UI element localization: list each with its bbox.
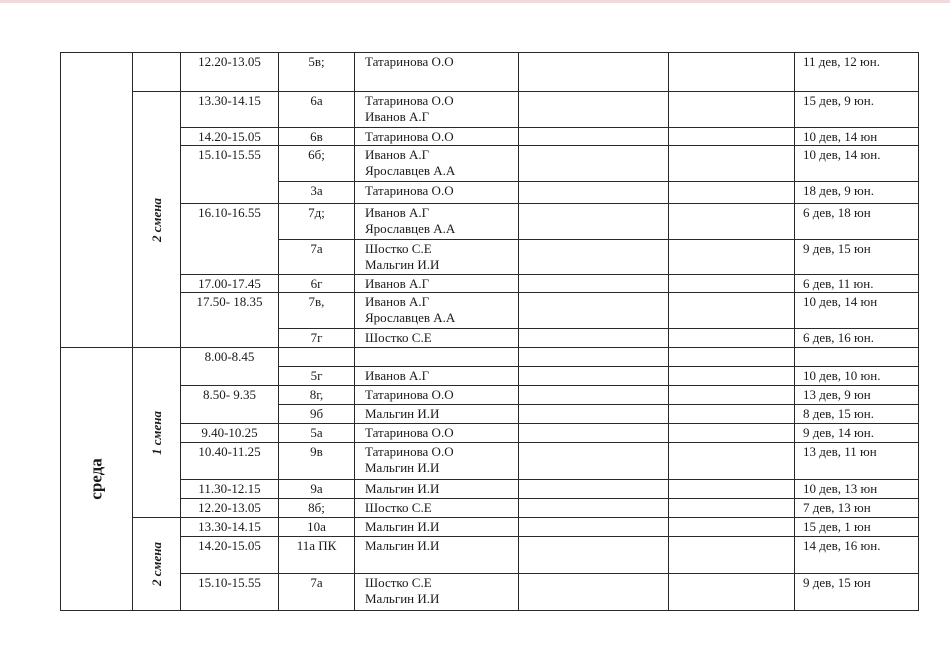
teacher-name: Иванов А.Г [365, 109, 430, 124]
teacher-cell [355, 405, 519, 424]
empty-cell [519, 518, 669, 537]
class-cell: 3а [279, 182, 355, 204]
shift-label: 1 смена [148, 410, 164, 455]
count-cell: 10 дев, 14 юн [795, 293, 919, 329]
teacher-cell [355, 386, 519, 405]
count-cell: 13 дев, 11 юн [795, 443, 919, 480]
count-cell [795, 348, 919, 367]
shift-label: 2 смена [148, 542, 164, 586]
class-cell [279, 348, 355, 367]
teacher-name: Мальгин И.И [365, 406, 440, 421]
top-edge [0, 0, 950, 3]
table-row [61, 537, 919, 574]
empty-cell [669, 128, 795, 146]
time-cell: 8.50- 9.35 [181, 386, 279, 424]
time-cell: 12.20-13.05 [181, 53, 279, 92]
teacher-name: Ярославцев А.А [365, 310, 456, 325]
teacher-cell [355, 182, 519, 204]
day-cell [61, 348, 133, 611]
empty-cell [669, 204, 795, 240]
empty-cell [519, 329, 669, 348]
empty-cell [519, 405, 669, 424]
teacher-cell [355, 537, 519, 574]
time-cell: 17.00-17.45 [181, 275, 279, 293]
class-cell: 7д; [279, 204, 355, 240]
teacher-name: Татаринова О.О [365, 129, 454, 144]
time-cell: 14.20-15.05 [181, 537, 279, 574]
table-row [61, 518, 919, 537]
count-cell: 8 дев, 15 юн. [795, 405, 919, 424]
class-cell: 6в [279, 128, 355, 146]
time-cell: 13.30-14.15 [181, 92, 279, 128]
teacher-cell [355, 240, 519, 275]
empty-cell [519, 443, 669, 480]
time-cell: 8.00-8.45 [181, 348, 279, 386]
count-cell: 6 дев, 18 юн [795, 204, 919, 240]
count-cell: 13 дев, 9 юн [795, 386, 919, 405]
empty-cell [669, 92, 795, 128]
empty-cell [669, 499, 795, 518]
class-cell: 6г [279, 275, 355, 293]
teacher-name: Шостко С.Е [365, 575, 432, 590]
teacher-name: Мальгин И.И [365, 538, 440, 553]
class-cell: 5а [279, 424, 355, 443]
table-row [61, 53, 919, 92]
class-cell: 7г [279, 329, 355, 348]
count-cell: 11 дев, 12 юн. [795, 53, 919, 92]
teacher-name: Шостко С.Е [365, 330, 432, 345]
class-cell: 5г [279, 367, 355, 386]
table-row [61, 443, 919, 480]
teacher-name: Татаринова О.О [365, 54, 454, 69]
count-cell: 10 дев, 14 юн [795, 128, 919, 146]
class-cell: 9б [279, 405, 355, 424]
empty-cell [669, 405, 795, 424]
count-cell: 6 дев, 11 юн. [795, 275, 919, 293]
teacher-name: Иванов А.Г [365, 205, 430, 220]
empty-cell [669, 537, 795, 574]
table-row [61, 146, 919, 182]
empty-cell [519, 146, 669, 182]
table-row [61, 348, 919, 367]
teacher-name: Мальгин И.И [365, 460, 440, 475]
teacher-cell [355, 348, 519, 367]
table-row [61, 128, 919, 146]
empty-cell [519, 348, 669, 367]
time-cell: 16.10-16.55 [181, 204, 279, 275]
empty-cell [669, 146, 795, 182]
teacher-cell [355, 204, 519, 240]
teacher-name: Иванов А.Г [365, 294, 430, 309]
count-cell: 10 дев, 10 юн. [795, 367, 919, 386]
table-row [61, 574, 919, 611]
teacher-name: Шостко С.Е [365, 241, 432, 256]
teacher-cell [355, 367, 519, 386]
class-cell: 6б; [279, 146, 355, 182]
teacher-name: Мальгин И.И [365, 519, 440, 534]
time-cell: 17.50- 18.35 [181, 293, 279, 348]
teacher-name: Татаринова О.О [365, 444, 454, 459]
empty-cell [519, 574, 669, 611]
teacher-name: Мальгин И.И [365, 257, 440, 272]
count-cell: 6 дев, 16 юн. [795, 329, 919, 348]
empty-cell [669, 240, 795, 275]
time-cell: 13.30-14.15 [181, 518, 279, 537]
teacher-name: Ярославцев А.А [365, 221, 456, 236]
class-cell: 7в, [279, 293, 355, 329]
time-cell: 12.20-13.05 [181, 499, 279, 518]
class-cell: 7а [279, 240, 355, 275]
teacher-cell [355, 128, 519, 146]
empty-cell [519, 537, 669, 574]
class-cell: 8г, [279, 386, 355, 405]
class-cell: 7а [279, 574, 355, 611]
count-cell: 10 дев, 13 юн [795, 480, 919, 499]
count-cell: 14 дев, 16 юн. [795, 537, 919, 574]
class-cell: 10а [279, 518, 355, 537]
empty-cell [519, 424, 669, 443]
empty-cell [519, 386, 669, 405]
shift-cell [133, 53, 181, 92]
table-row [61, 499, 919, 518]
time-cell: 9.40-10.25 [181, 424, 279, 443]
teacher-cell [355, 443, 519, 480]
class-cell: 6а [279, 92, 355, 128]
time-cell: 14.20-15.05 [181, 128, 279, 146]
teacher-name: Шостко С.Е [365, 500, 432, 515]
empty-cell [669, 293, 795, 329]
table-row [61, 293, 919, 329]
teacher-cell [355, 92, 519, 128]
shift-cell [133, 348, 181, 518]
table-row [61, 275, 919, 293]
class-cell: 11а ПК [279, 537, 355, 574]
teacher-cell [355, 499, 519, 518]
teacher-name: Татаринова О.О [365, 425, 454, 440]
table-row [61, 386, 919, 405]
teacher-cell [355, 574, 519, 611]
time-cell: 10.40-11.25 [181, 443, 279, 480]
class-cell: 9а [279, 480, 355, 499]
empty-cell [519, 204, 669, 240]
empty-cell [669, 574, 795, 611]
teacher-name: Иванов А.Г [365, 368, 430, 383]
empty-cell [519, 53, 669, 92]
teacher-name: Татаринова О.О [365, 93, 454, 108]
teacher-cell [355, 275, 519, 293]
empty-cell [519, 182, 669, 204]
time-cell: 11.30-12.15 [181, 480, 279, 499]
teacher-cell [355, 146, 519, 182]
empty-cell [519, 293, 669, 329]
teacher-cell [355, 424, 519, 443]
schedule-sheet [60, 52, 919, 611]
count-cell: 18 дев, 9 юн. [795, 182, 919, 204]
shift-cell: 2 смена [133, 92, 181, 348]
teacher-name: Мальгин И.И [365, 591, 440, 606]
count-cell: 9 дев, 14 юн. [795, 424, 919, 443]
class-cell: 8б; [279, 499, 355, 518]
time-cell: 15.10-15.55 [181, 574, 279, 611]
teacher-name: Татаринова О.О [365, 183, 454, 198]
day-label: среда [86, 457, 106, 500]
count-cell: 15 дев, 9 юн. [795, 92, 919, 128]
empty-cell [669, 480, 795, 499]
empty-cell [669, 367, 795, 386]
teacher-name: Мальгин И.И [365, 481, 440, 496]
empty-cell [669, 386, 795, 405]
teacher-cell [355, 53, 519, 92]
teacher-cell [355, 480, 519, 499]
empty-cell [669, 348, 795, 367]
shift-cell [133, 518, 181, 611]
count-cell: 7 дев, 13 юн [795, 499, 919, 518]
empty-cell [669, 53, 795, 92]
teacher-cell [355, 518, 519, 537]
teacher-name: Ярославцев А.А [365, 163, 456, 178]
teacher-name: Иванов А.Г [365, 276, 430, 291]
teacher-name: Татаринова О.О [365, 387, 454, 402]
empty-cell [519, 367, 669, 386]
empty-cell [669, 518, 795, 537]
teacher-cell [355, 329, 519, 348]
schedule-table [60, 52, 919, 611]
empty-cell [669, 329, 795, 348]
class-cell: 5в; [279, 53, 355, 92]
class-cell: 9в [279, 443, 355, 480]
count-cell: 9 дев, 15 юн [795, 574, 919, 611]
empty-cell [519, 128, 669, 146]
empty-cell [669, 182, 795, 204]
empty-cell [669, 275, 795, 293]
table-row [61, 424, 919, 443]
empty-cell [519, 275, 669, 293]
teacher-cell [355, 293, 519, 329]
table-row [61, 92, 919, 128]
day-cell [61, 53, 133, 348]
teacher-name: Иванов А.Г [365, 147, 430, 162]
empty-cell [519, 92, 669, 128]
table-row [61, 204, 919, 240]
empty-cell [669, 424, 795, 443]
empty-cell [519, 499, 669, 518]
empty-cell [519, 480, 669, 499]
table-row [61, 480, 919, 499]
empty-cell [669, 443, 795, 480]
count-cell: 15 дев, 1 юн [795, 518, 919, 537]
count-cell: 9 дев, 15 юн [795, 240, 919, 275]
time-cell: 15.10-15.55 [181, 146, 279, 204]
count-cell: 10 дев, 14 юн. [795, 146, 919, 182]
empty-cell [519, 240, 669, 275]
